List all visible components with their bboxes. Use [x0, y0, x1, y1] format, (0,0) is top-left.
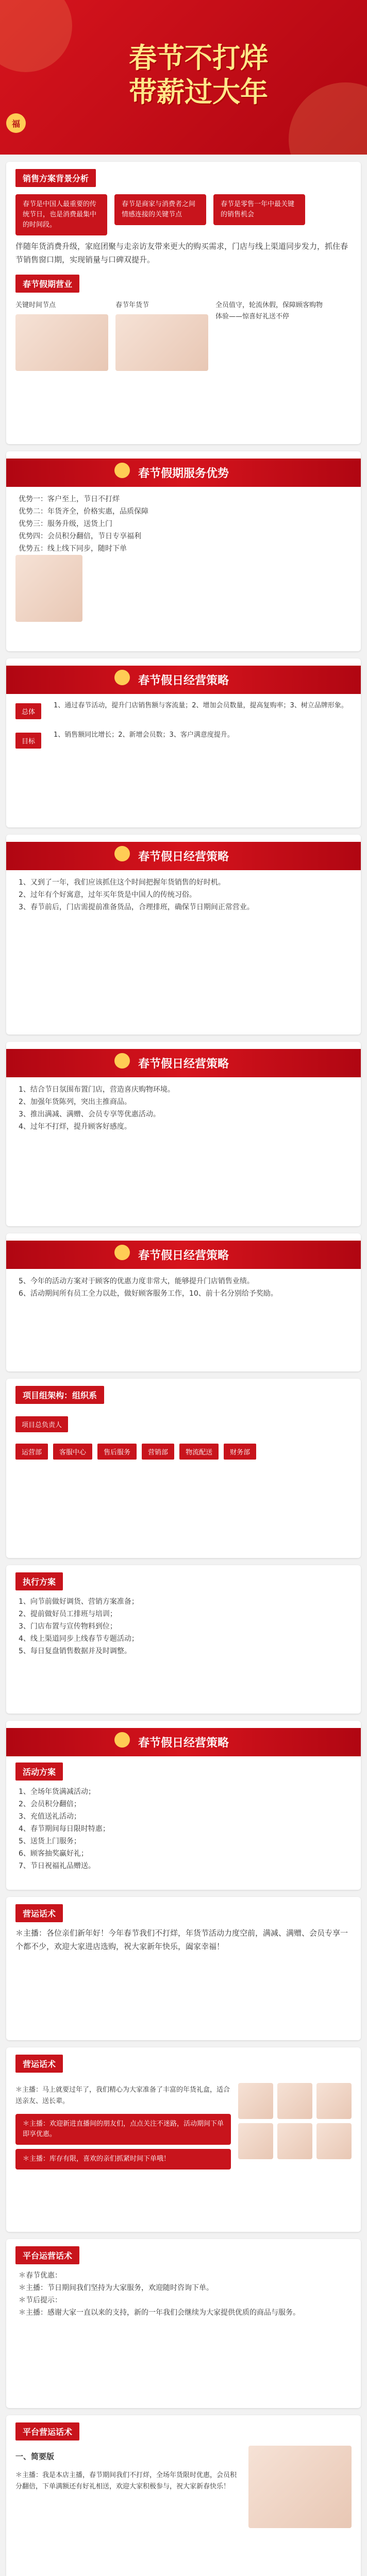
- activity-item: 7、节日祝福礼品赠送。: [19, 1862, 95, 1870]
- speech-section-1: [6, 1897, 361, 2040]
- lantern-icon: [114, 670, 130, 685]
- timeline-item-right: 全员值守，轮流休假，保障顾客购物体验——惊喜好礼送不停: [215, 301, 323, 320]
- section-banner: [6, 842, 361, 870]
- execution-item: 5、每日复盘销售数据并及时调整。: [19, 1647, 131, 1655]
- strategy-list-3: [15, 1083, 352, 1133]
- intro-box-left: 春节是中国人最重要的传统节日，也是消费最集中的时间段。: [15, 194, 107, 235]
- speech-paragraph: ＊主播：马上就要过年了，我们精心为大家准备了丰富的年货礼盒，适合送亲友、送长辈。: [15, 2086, 230, 2105]
- product-image: [277, 2123, 312, 2159]
- org-node: 财务部: [224, 1444, 256, 1460]
- activity-item: 5、送货上门服务；: [19, 1837, 81, 1845]
- speech-box-b: ＊主播：库存有限，喜欢的亲们抓紧时间下单哦！: [15, 2149, 231, 2170]
- activity-item: 1、全场年货满减活动；: [19, 1788, 95, 1796]
- product-image: [238, 2083, 273, 2119]
- section-banner: [6, 459, 361, 487]
- advantage-section: [6, 451, 361, 651]
- strategy-item: 4、过年不打烊，提升顾客好感度。: [19, 1123, 131, 1131]
- strategy-item: 5、今年的活动方案对于顾客的优惠力度非常大，能够提升门店销售业绩。: [19, 1277, 254, 1285]
- product-image: [316, 2123, 352, 2159]
- overall-text: 1、通过春节活动，提升门店销售额与客流量；2、增加会员数量，提高复购率；3、树立品牌形象。: [54, 702, 348, 709]
- org-node: 物流配送: [179, 1444, 219, 1460]
- org-node: 运营部: [15, 1444, 48, 1460]
- timeline-item-a: 关键时间节点: [15, 301, 56, 309]
- new-year-goods-image: [115, 314, 208, 371]
- lantern-icon: [114, 1732, 130, 1748]
- timeline-label: 春节假期营业: [15, 275, 79, 293]
- strategy-list-2: [15, 876, 352, 913]
- strategy-section-1: [6, 658, 361, 827]
- execution-list: [15, 1596, 352, 1657]
- section-label: 活动方案: [15, 1762, 63, 1781]
- strategy-item: 2、加强年货陈列，突出主推商品。: [19, 1098, 131, 1106]
- hero-title-line2: 带薪过大年: [129, 76, 268, 108]
- intro-section: [6, 162, 361, 444]
- timeline-row: [15, 300, 352, 371]
- strategy-item: 6、活动期间所有员工全力以赴，做好顾客服务工作，10、前十名分别给予奖励。: [19, 1290, 278, 1298]
- hero-title: [129, 41, 268, 109]
- section-label: 平台营运话术: [15, 2422, 79, 2441]
- product-image: [277, 2083, 312, 2119]
- section-label: 项目组架构：组织系: [15, 1386, 104, 1404]
- advantage-item: 优势一：客户至上，节日不打烊: [19, 495, 120, 503]
- section-banner: [6, 1049, 361, 1077]
- speech-section-3: [6, 2239, 361, 2408]
- lantern-icon: [114, 463, 130, 478]
- strategy-section-2: [6, 835, 361, 1035]
- section-label: 执行方案: [15, 1572, 63, 1590]
- org-section: [6, 1379, 361, 1558]
- activity-list: [15, 1786, 352, 1872]
- speech-box-a: ＊主播：欢迎新进直播间的朋友们，点点关注不迷路，活动期间下单即享优惠。: [15, 2114, 231, 2145]
- decor-circle: [0, 0, 72, 72]
- org-node: 营销部: [142, 1444, 174, 1460]
- section-banner: [6, 1241, 361, 1269]
- mascot-image: [15, 555, 82, 622]
- speech-sub: 一、简要版: [15, 2452, 55, 2461]
- strategy-item: 2、过年有个好寓意，过年买年货是中国人的传统习俗。: [19, 891, 196, 899]
- execution-item: 4、线上渠道同步上线春节专题活动；: [19, 1635, 139, 1643]
- strategy-item: 3、推出满减、满赠、会员专享等优惠活动。: [19, 1110, 160, 1118]
- tag-goal: 目标: [15, 733, 41, 749]
- intro-box-mid: 春节是商家与消费者之间情感连接的关键节点: [114, 194, 206, 225]
- product-image: [316, 2083, 352, 2119]
- fortune-seal-icon: [6, 113, 26, 133]
- lantern-icon: [114, 1053, 130, 1069]
- speech-paragraph: ＊主播：我是本店主播，春节期间我们不打烊，全场年货限时优惠，会员积分翻倍，下单满额还有好礼相送，欢迎大家积极参与，祝大家新春快乐！: [15, 2471, 237, 2490]
- advantage-item: 优势三：服务升级，送货上门: [19, 520, 112, 528]
- org-node: 客服中心: [53, 1444, 92, 1460]
- speech-item: ＊主播：节日期间我们坚持为大家服务，欢迎随时咨询下单。: [19, 2284, 213, 2292]
- advantage-item: 优势二：年货齐全，价格实惠，品质保障: [19, 507, 148, 516]
- seal-text: 福: [11, 118, 20, 129]
- advantage-item: 优势五：线上线下同步，随时下单: [19, 545, 127, 553]
- org-node: 售后服务: [97, 1444, 137, 1460]
- tag-overall: 总体: [15, 703, 41, 719]
- section-banner: [6, 666, 361, 694]
- intro-boxes: [15, 194, 352, 235]
- strategy-item: 1、又到了一年，我们应该抓住这个时间把握年货销售的好时机。: [19, 878, 225, 887]
- banner-title: 春节假日经营策略: [138, 1737, 229, 1750]
- family-dinner-image: [15, 314, 108, 371]
- banner-title: 春节假期服务优势: [138, 467, 229, 480]
- execution-item: 2、提前做好员工排班与培训；: [19, 1610, 117, 1618]
- banner-title: 春节假日经营策略: [138, 674, 229, 687]
- hero-title-line1: 春节不打烊: [129, 42, 268, 74]
- hero-banner: [0, 0, 367, 155]
- activity-item: 2、会员积分翻倍；: [19, 1800, 81, 1808]
- strategy-item: 1、结合节日氛围布置门店，营造喜庆购物环境。: [19, 1086, 175, 1094]
- strategy-section-4: [6, 1233, 361, 1371]
- speech-section-4: [6, 2415, 361, 2576]
- activity-item: 3、充值送礼活动；: [19, 1812, 81, 1821]
- timeline-item-b: 春节年货节: [115, 301, 149, 309]
- section-banner: [6, 1728, 361, 1756]
- banner-title: 春节假日经营策略: [138, 1249, 229, 1262]
- lantern-icon: [114, 1245, 130, 1260]
- org-root: 项目总负责人: [15, 1416, 68, 1432]
- lantern-icon: [114, 846, 130, 861]
- section-label: 营运话术: [15, 1904, 63, 1922]
- speech-item: ＊节后提示：: [19, 2296, 62, 2304]
- promo-image: [248, 2446, 352, 2528]
- section-label: 销售方案背景分析: [15, 169, 96, 187]
- product-image: [238, 2123, 273, 2159]
- activity-section: [6, 1721, 361, 1890]
- speech-paragraph: ＊主播：各位亲们新年好！今年春节我们不打烊，年货节活动力度空前，满减、满赠、会员专享一个都不少，欢迎大家进店选购，祝大家新年快乐，阖家幸福！: [15, 1928, 348, 1951]
- execution-item: 3、门店布置与宣传物料到位；: [19, 1622, 117, 1631]
- banner-title: 春节假日经营策略: [138, 851, 229, 863]
- section-label: 营运话术: [15, 2055, 63, 2073]
- execution-section: [6, 1565, 361, 1714]
- intro-box-right: 春节是零售一年中最关键的销售机会: [213, 194, 305, 225]
- activity-item: 6、顾客抽奖赢好礼；: [19, 1850, 88, 1858]
- speech-item: ＊春节优惠：: [19, 2272, 62, 2280]
- speech-item: ＊主播：感谢大家一直以来的支持，新的一年我们会继续为大家提供优质的商品与服务。: [19, 2309, 300, 2317]
- org-nodes: [15, 1440, 352, 1463]
- advantage-item: 优势四：会员积分翻倍，节日专享福利: [19, 532, 141, 540]
- strategy-list-4: [15, 1275, 352, 1300]
- strategy-item: 3、春节前后，门店需提前准备货品，合理排班，确保节日期间正常营业。: [19, 903, 254, 911]
- advantage-list: [15, 493, 352, 555]
- section-label: 平台运营话术: [15, 2246, 79, 2264]
- goal-text: 1、销售额同比增长；2、新增会员数；3、客户满意度提升。: [54, 731, 234, 739]
- execution-item: 1、向节前做好调货、营销方案准备；: [19, 1598, 139, 1606]
- activity-item: 4、春节期间每日限时特惠；: [19, 1825, 110, 1833]
- strategy-section-3: [6, 1042, 361, 1226]
- decor-circle: [289, 82, 367, 155]
- speech-section-2: [6, 2047, 361, 2232]
- banner-title: 春节假日经营策略: [138, 1058, 229, 1071]
- speech-list: [15, 2269, 352, 2319]
- intro-paragraph: 伴随年货消费升级，家庭团聚与走亲访友带来更大的购买需求，门店与线上渠道同步发力，抓住春节销售窗口期，实现销量与口碑双提升。: [15, 242, 348, 264]
